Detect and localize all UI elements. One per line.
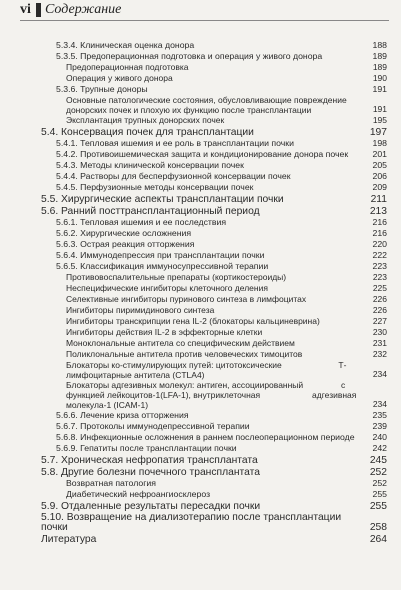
toc-entry-page: 195 <box>372 115 387 125</box>
toc-entry-title: Неспецифические ингибиторы клеточного деления <box>66 283 268 293</box>
toc-entry-title: 5.3.4. Клиническая оценка донора <box>56 40 195 50</box>
toc-entry-title: 5.3.6. Трупные доноры <box>56 84 148 94</box>
toc-entry-title: 5.9. Отдаленные результаты пересадки почки <box>41 501 261 512</box>
toc-entry <box>0 432 401 443</box>
toc-entry <box>0 182 401 193</box>
toc-entry-page: 226 <box>372 305 387 315</box>
toc-entry <box>0 84 401 95</box>
toc-entry <box>0 127 401 138</box>
toc-entry <box>0 443 401 454</box>
toc-entry-page: 234 <box>372 369 387 379</box>
toc-entry-page: 223 <box>372 272 387 282</box>
toc-entry <box>0 261 401 272</box>
toc-entry <box>0 349 401 360</box>
toc-entry <box>0 194 401 205</box>
header-bar <box>36 3 41 17</box>
header-rule <box>20 20 389 21</box>
toc-entry-title: 5.3.5. Предоперационная подготовка и операция у живого донора <box>56 51 323 61</box>
toc-entry-title: 5.6.2. Хирургические осложнения <box>56 228 192 238</box>
toc-entry-title: Ингибиторы пиримидинового синтеза <box>66 305 215 315</box>
toc-entry-title: Возвратная патология <box>66 478 156 488</box>
toc-entry-page: 232 <box>372 349 387 359</box>
toc-entry-page: 230 <box>372 327 387 337</box>
toc-entry-page: 240 <box>372 432 387 442</box>
toc-entry-title: Диабетический нефроангиосклероз <box>66 489 211 499</box>
toc-entry-title: 5.6.7. Протоколы иммунодепрессивной терапии <box>56 421 250 431</box>
toc-entry-title: 5.4.4. Растворы для бесперфузионной консервации почек <box>56 171 291 181</box>
toc-entry-page: 220 <box>372 239 387 249</box>
toc-entry-page: 252 <box>372 478 387 488</box>
toc-entry <box>0 283 401 294</box>
toc-entry <box>0 467 401 478</box>
toc-entry-title: Литература <box>41 534 97 545</box>
toc-entry-title: 5.4. Консервация почек для трансплантации <box>41 127 254 138</box>
toc-entry-title: 5.6.9. Гепатиты после трансплантации почки <box>56 443 237 453</box>
toc-entry-page: 234 <box>372 399 387 409</box>
toc-entry <box>0 338 401 349</box>
toc-entry <box>0 294 401 305</box>
toc-entry <box>0 51 401 62</box>
toc-entry-page: 264 <box>369 534 387 545</box>
toc-entry <box>0 206 401 217</box>
toc-entry-title: 5.4.3. Методы клинической консервации почек <box>56 160 244 170</box>
toc-entry-page: 226 <box>372 294 387 304</box>
toc-entry-page: 255 <box>372 489 387 499</box>
toc-entry <box>0 305 401 316</box>
toc-entry-page: 245 <box>369 455 387 466</box>
toc-entry-page: 189 <box>372 62 387 72</box>
toc-entry <box>0 534 401 545</box>
toc-entry <box>0 478 401 489</box>
toc-entry-title: Моноклональные антитела со специфическим действием <box>66 338 295 348</box>
toc-entry-title: 5.6.1. Тепловая ишемия и ее последствия <box>56 217 227 227</box>
toc-entry-page: 197 <box>369 127 387 138</box>
toc-entry-title: 5.7. Хроническая нефропатия трансплантата <box>41 455 258 466</box>
toc-entry <box>0 115 401 126</box>
toc-entry <box>0 171 401 182</box>
toc-entry <box>0 73 401 84</box>
toc-entry <box>0 149 401 160</box>
toc-entry-page: 242 <box>372 443 387 453</box>
toc-entry-title: Селективные ингибиторы пуринового синтеза в лимфоцитах <box>66 294 307 304</box>
toc-entry-title: 5.6.4. Иммунодепрессия при трансплантации почки <box>56 250 265 260</box>
toc-entry-page: 252 <box>369 467 387 478</box>
toc-entry-title: 5.6.5. Классификация иммуносупрессивной терапии <box>56 261 269 271</box>
toc-entry <box>0 228 401 239</box>
toc-entry-title: Операция у живого донора <box>66 73 173 83</box>
toc-entry-title: Блокаторы адгезивных молекул: антиген, ассоциированный с функцией лейкоцитов-1(LFA-1), внутриклеточная адгезивная молекула-1 (ICAM-1) <box>66 380 357 410</box>
toc-entry-page: 225 <box>372 283 387 293</box>
toc-entry <box>0 138 401 149</box>
page-title: Содержание <box>45 2 122 17</box>
toc-entry-title: 5.8. Другие болезни почечного трансплантата <box>41 467 260 478</box>
toc-entry-page: 231 <box>372 338 387 348</box>
toc-entry <box>0 455 401 466</box>
toc-entry <box>0 489 401 500</box>
toc-entry <box>0 421 401 432</box>
toc-entry-page: 189 <box>372 51 387 61</box>
page-number: vi <box>20 2 31 17</box>
toc-entry-page: 213 <box>369 206 387 217</box>
toc-entry-page: 239 <box>372 421 387 431</box>
toc-entry-title: Поликлональные антитела против человеческих тимоцитов <box>66 349 303 359</box>
toc-entry-page: 201 <box>372 149 387 159</box>
toc-entry-title: Блокаторы ко-стимулирующих путей: цитотоксические Т-лимфоцитарные антитела (CTLA4) <box>66 360 347 380</box>
toc-entry-title: Противовоспалительные препараты (кортикостероиды) <box>66 272 287 282</box>
toc-entry <box>0 62 401 73</box>
toc-entry <box>0 95 401 115</box>
toc-entry-title: Эксплантация трупных донорских почек <box>66 115 225 125</box>
toc-entry-title: 5.4.2. Противоишемическая защита и кондиционирование донора почек <box>56 149 349 159</box>
toc-entry-page: 216 <box>372 217 387 227</box>
toc-entry-page: 190 <box>372 73 387 83</box>
toc-entry <box>0 272 401 283</box>
toc-entry-page: 255 <box>369 501 387 512</box>
toc-entry-page: 222 <box>372 250 387 260</box>
toc-entry-title: Основные патологические состояния, обусловливающие повреждение донорских почек и плохую их функцию после трансплантации <box>66 95 347 115</box>
toc-entry-page: 188 <box>372 40 387 50</box>
toc-entry-title: Предоперационная подготовка <box>66 62 189 72</box>
toc-entry-page: 191 <box>372 104 387 114</box>
toc-entry-page: 258 <box>369 522 387 533</box>
toc-entry-title: 5.6.3. Острая реакция отторжения <box>56 239 195 249</box>
page-header <box>0 0 401 20</box>
toc-entry-page: 235 <box>372 410 387 420</box>
toc-entry <box>0 40 401 51</box>
toc-entry-title: Ингибиторы транскрипции гена IL-2 (блокаторы кальциневрина) <box>66 316 320 326</box>
toc-entry <box>0 316 401 327</box>
toc-entry-title: 5.5. Хирургические аспекты трансплантации почки <box>41 194 284 205</box>
toc-entry-title: 5.4.1. Тепловая ишемия и ее роль в трансплантации почки <box>56 138 294 148</box>
toc-entry-page: 209 <box>372 182 387 192</box>
toc-entry <box>0 380 401 410</box>
toc-entry-title: Ингибиторы действия IL-2 в эффекторные клетки <box>66 327 263 337</box>
toc-entry <box>0 239 401 250</box>
toc-entry-title: 5.6.8. Инфекционные осложнения в раннем послеоперационном периоде <box>56 432 355 442</box>
toc-entry <box>0 513 401 533</box>
toc-entry <box>0 217 401 228</box>
toc-entry-page: 191 <box>372 84 387 94</box>
toc-entry-title: 5.10. Возвращение на диализотерапию после трансплантации почки <box>41 513 342 533</box>
toc-entry-page: 227 <box>372 316 387 326</box>
toc-entry-page: 205 <box>372 160 387 170</box>
toc-entry-title: 5.6. Ранний посттрансплантационный период <box>41 206 260 217</box>
toc-entry-page: 216 <box>372 228 387 238</box>
toc-entry <box>0 501 401 512</box>
toc-entry-page: 223 <box>372 261 387 271</box>
toc-entry <box>0 327 401 338</box>
toc-entry-title: 5.6.6. Лечение криза отторжения <box>56 410 189 420</box>
toc-entry-page: 198 <box>372 138 387 148</box>
toc-entry <box>0 360 401 380</box>
toc-entry-page: 211 <box>370 194 387 205</box>
toc-entry <box>0 410 401 421</box>
toc-entry-page: 206 <box>372 171 387 181</box>
toc-entry <box>0 250 401 261</box>
table-of-contents <box>0 40 401 545</box>
toc-entry-title: 5.4.5. Перфузионные методы консервации почек <box>56 182 254 192</box>
toc-entry <box>0 160 401 171</box>
